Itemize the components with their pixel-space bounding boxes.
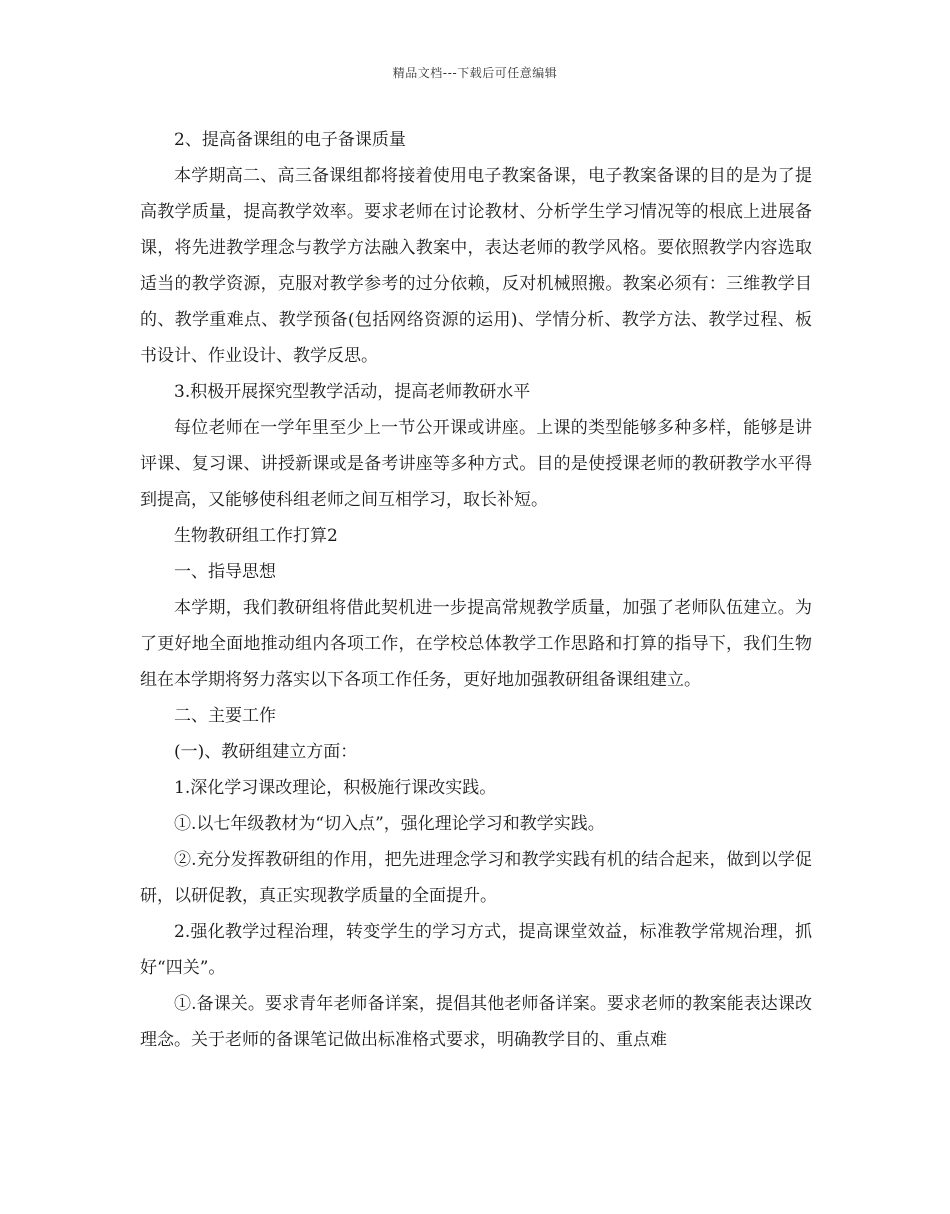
list-item: 1.深化学习课改理论，积极施行课改实践。 [174,778,497,798]
paragraph: 3.积极开展探究型教学活动，提高老师教研水平 [174,382,531,402]
document-body [140,122,812,1058]
section-heading: 一、指导思想 [174,562,276,582]
list-item: ①.备课关。要求青年老师备详案，提倡其他老师备详案。要求老师的教案能表达课改理念。关于老师的备课笔记做出标准格式要求，明确教学目的、重点难 [140,994,812,1050]
list-item: ②.充分发挥教研组的作用，把先进理念学习和教学实践有机的结合起来，做到以学促研，以研促教，真正实现教学质量的全面提升。 [140,850,812,906]
paragraph: 每位老师在一学年里至少上一节公开课或讲座。上课的类型能够多种多样，能够是讲评课、复习课、讲授新课或是备考讲座等多种方式。目的是使授课老师的教研教学水平得到提高，又能够使科组老师之间互相学习，取长补短。 [140,418,812,510]
section-heading: 二、主要工作 [174,706,276,726]
list-item: ①.以七年级教材为“切入点”，强化理论学习和教学实践。 [174,814,605,834]
paragraph: 本学期高二、高三备课组都将接着使用电子教案备课，电子教案备课的目的是为了提高教学质量，提高教学效率。要求老师在讨论教材、分析学生学习情况等的根底上进展备课，将先进教学理念与教学方法融入教案中，表达老师的教学风格。要依照教学内容选取适当的教学资源，克服对教学参考的过分依赖，反对机械照搬。教案必须有：三维教学目的、教学重难点、教学预备(包括网络资源的运用)、学情分析、教学方法、教学过程、板书设计、作业设计、教学反思。 [140,166,812,366]
section-title: 生物教研组工作打算2 [174,526,338,546]
page-header: 精品文档---下载后可任意编辑 [392,66,558,80]
paragraph: 2、提高备课组的电子备课质量 [174,130,406,150]
paragraph: 本学期，我们教研组将借此契机进一步提高常规教学质量，加强了老师队伍建立。为了更好地全面地推动组内各项工作，在学校总体教学工作思路和打算的指导下，我们生物组在本学期将努力落实以下各项工作任务，更好地加强教研组备课组建立。 [140,598,812,690]
subsection-heading: (一)、教研组建立方面： [174,742,358,762]
list-item: 2.强化教学过程治理，转变学生的学习方式，提高课堂效益，标准教学常规治理，抓好“四关”。 [140,922,812,978]
